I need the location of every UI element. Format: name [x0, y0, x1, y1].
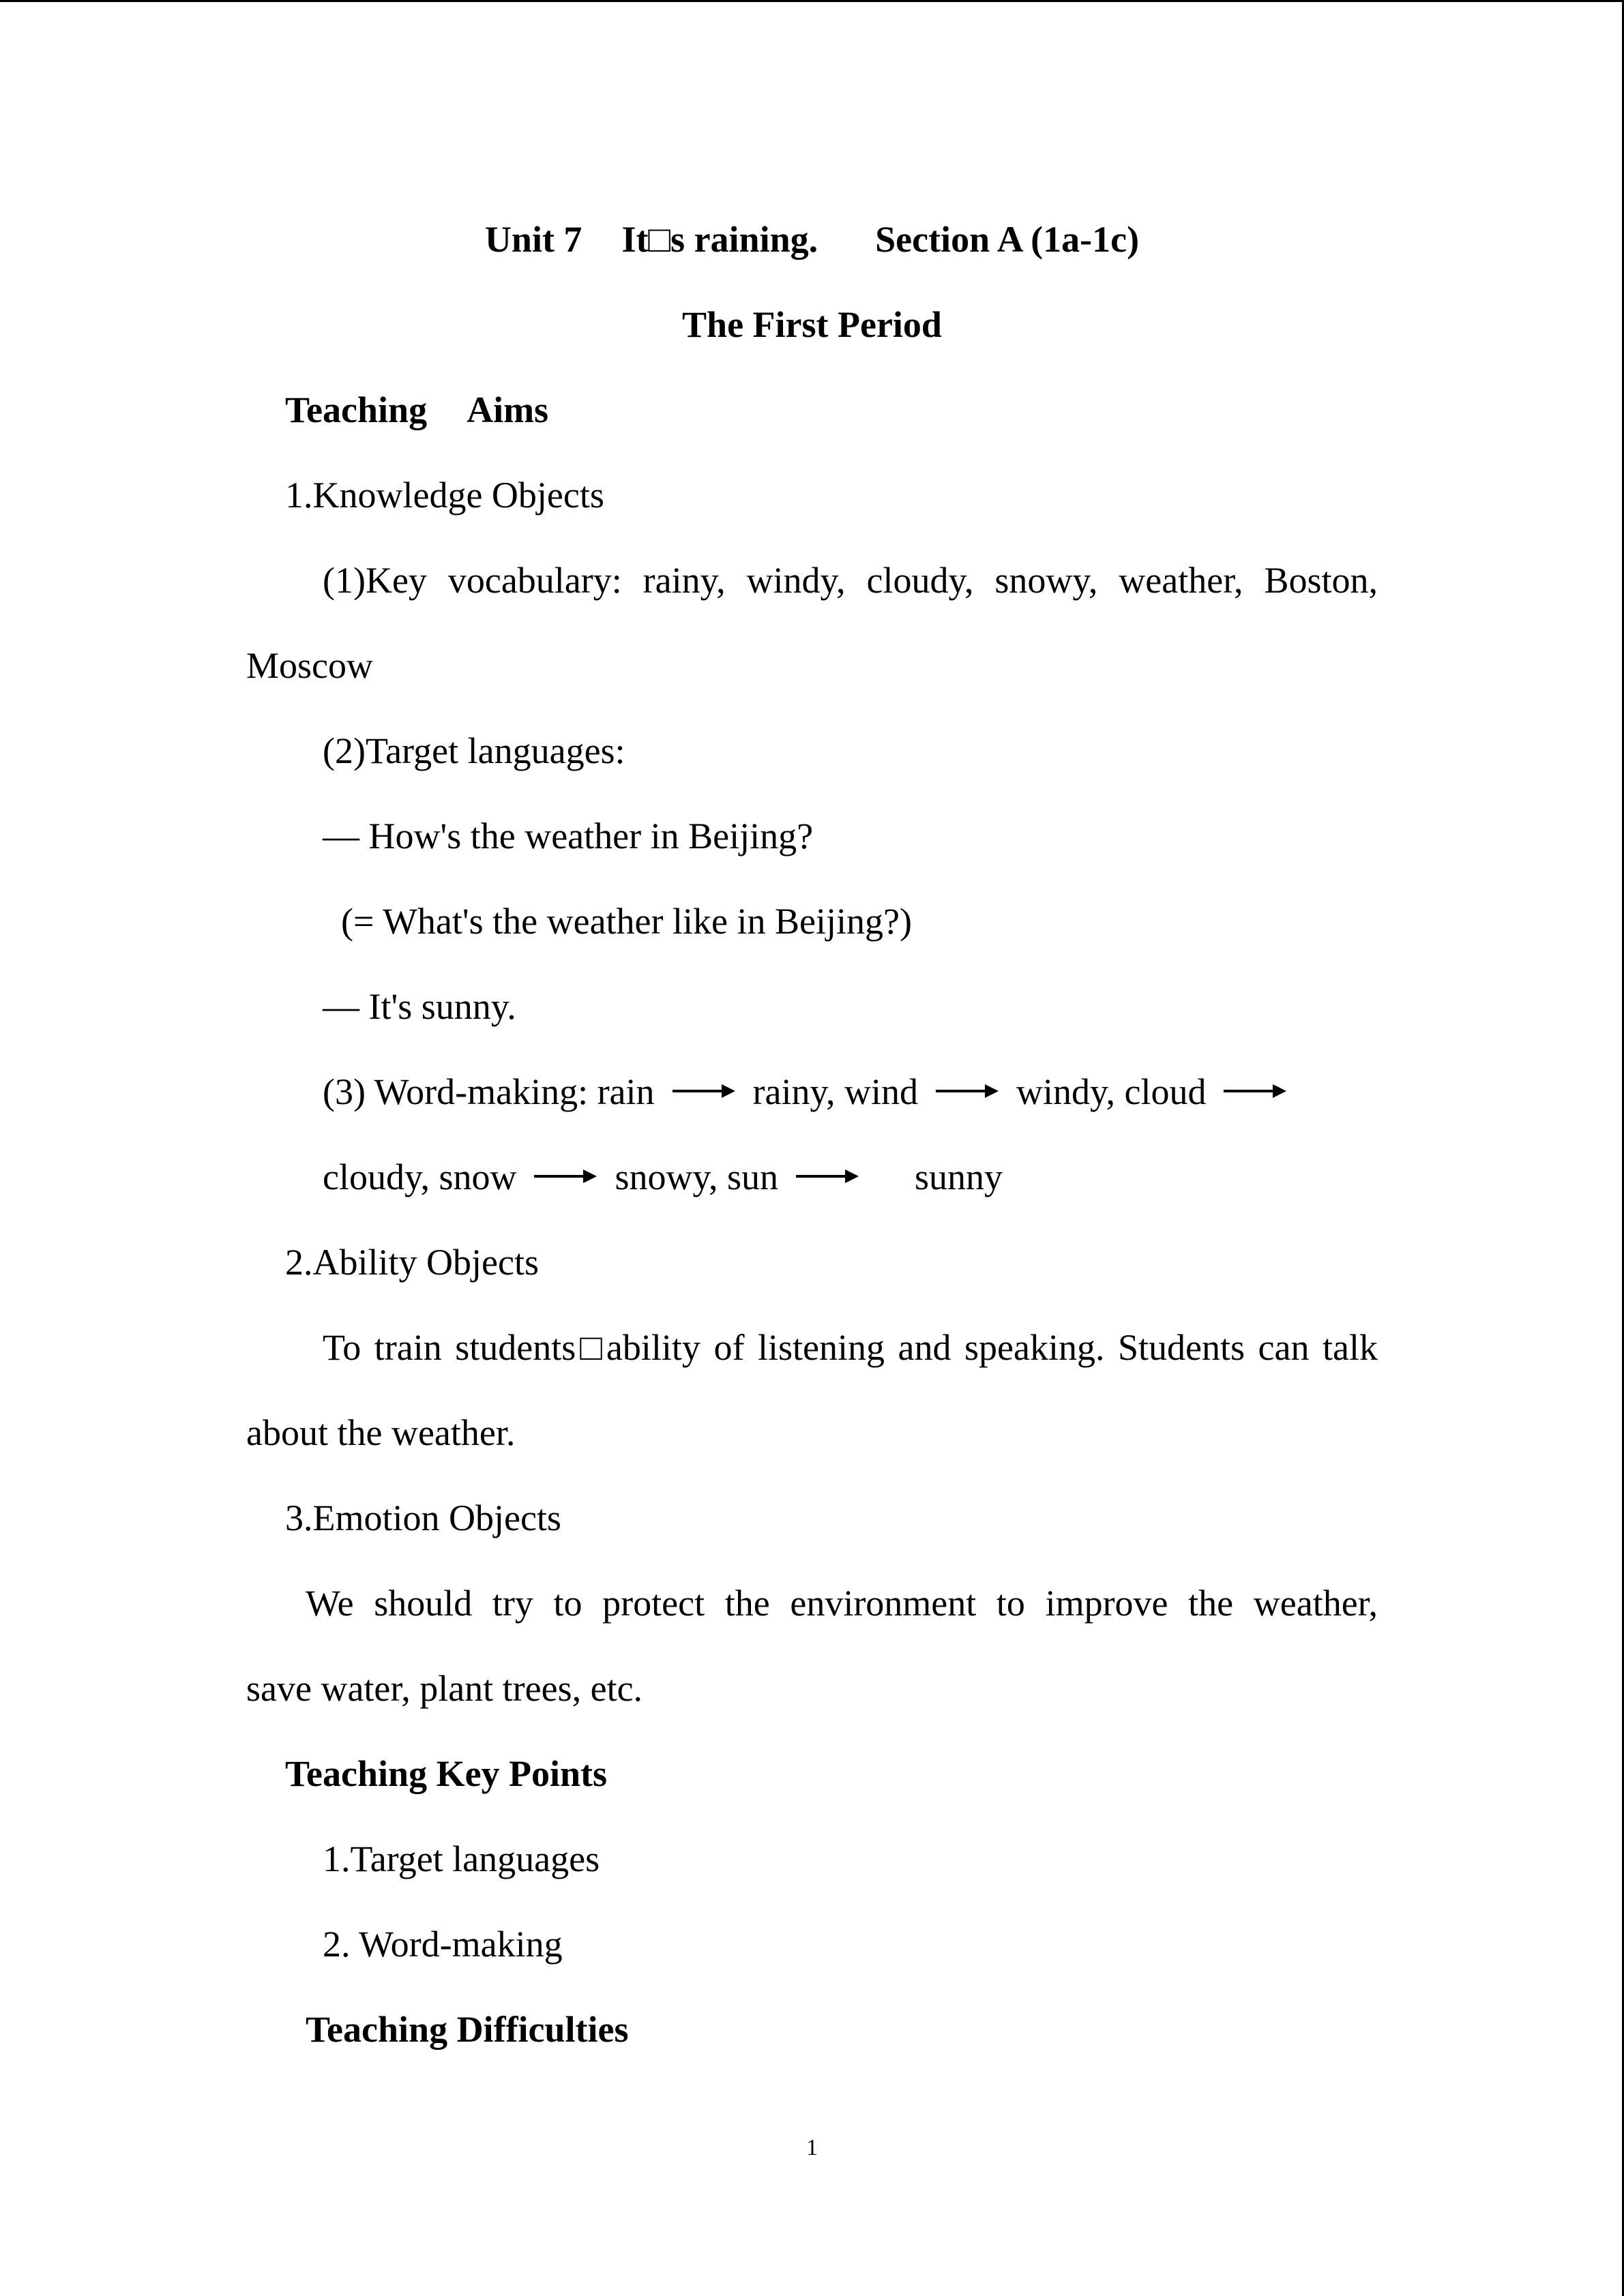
key-point-item: 2. Word-making — [323, 1924, 563, 1965]
word-making-cloudy-snow: cloudy, snow — [323, 1157, 517, 1197]
emotion-objects-heading: 3.Emotion Objects — [285, 1497, 561, 1538]
right-arrow-icon — [796, 1154, 859, 1199]
word-making-prefix: (3) Word-making: rain — [323, 1071, 655, 1112]
teaching-aims-heading — [285, 387, 548, 432]
key-point-item: 1.Target languages — [323, 1838, 600, 1879]
document-title — [0, 217, 1624, 262]
emotion-objects-line2: save water, plant trees, etc. — [246, 1668, 643, 1709]
target-languages-heading: (2)Target languages: — [323, 730, 625, 771]
title-section: Section A (1a-1c) — [875, 219, 1140, 260]
right-arrow-icon — [673, 1069, 735, 1114]
page-number: 1 — [806, 2135, 818, 2160]
key-vocabulary-line1: (1)Key vocabulary: rainy, windy, cloudy, snowy, weather, Boston, — [323, 560, 1378, 601]
period-title: The First Period — [682, 304, 942, 345]
difficulties-heading: Teaching Difficulties — [306, 2009, 629, 2050]
teaching-aims-word1: Teaching — [285, 389, 428, 430]
right-arrow-icon — [534, 1154, 597, 1199]
title-lesson: It□s raining. — [621, 219, 818, 260]
key-vocabulary-line2: Moscow — [246, 645, 373, 686]
ability-objects-line1: To train students□ability of listening and speaking. Students can talk — [323, 1327, 1378, 1368]
target-answer: — It's sunny. — [323, 986, 516, 1027]
word-making-line1 — [323, 1069, 1304, 1114]
right-arrow-icon — [936, 1069, 999, 1114]
word-making-rainy-wind: rainy, wind — [752, 1071, 918, 1112]
knowledge-objects-heading: 1.Knowledge Objects — [285, 475, 604, 516]
ability-objects-line2: about the weather. — [246, 1412, 516, 1453]
target-question: — How's the weather in Beijing? — [323, 816, 814, 856]
word-making-line2 — [323, 1154, 1003, 1199]
target-question-alternative: (= What's the weather like in Beijing?) — [341, 901, 912, 942]
word-making-snowy-sun: snowy, sun — [615, 1157, 779, 1197]
key-points-heading: Teaching Key Points — [285, 1753, 608, 1794]
ability-objects-heading: 2.Ability Objects — [285, 1242, 539, 1283]
word-making-windy-cloud: windy, cloud — [1016, 1071, 1207, 1112]
emotion-objects-line1: We should try to protect the environment to improve the weather, — [306, 1583, 1378, 1624]
word-making-sunny: sunny — [915, 1157, 1003, 1197]
page-border-top — [0, 0, 1624, 2]
right-arrow-icon — [1224, 1069, 1286, 1114]
title-unit: Unit 7 — [484, 219, 582, 260]
teaching-aims-word2: Aims — [467, 389, 549, 430]
